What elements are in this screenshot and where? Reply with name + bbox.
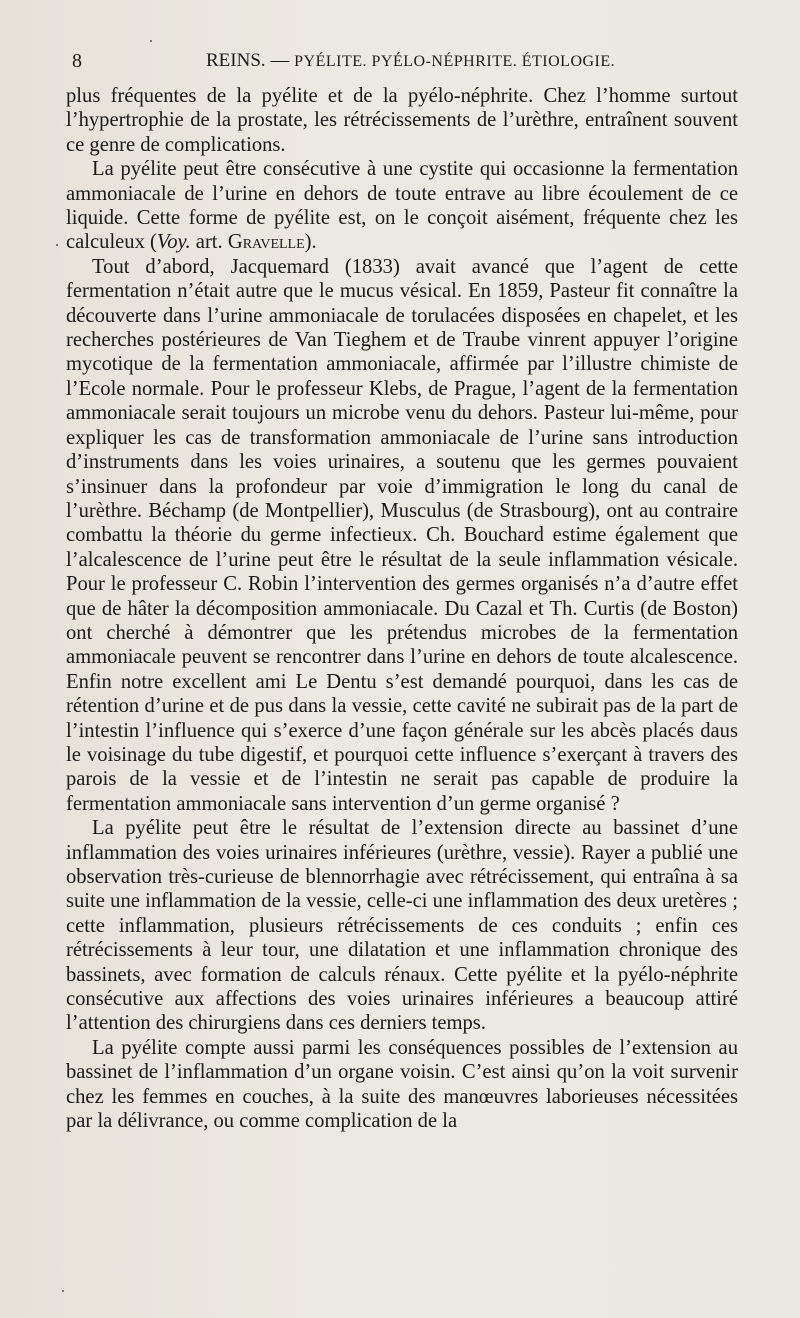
body-text xyxy=(66,84,738,1133)
running-head-dash: — xyxy=(270,50,290,71)
paragraph-extension-directe: La pyélite peut être le résultat de l’extension directe au bassinet d’une inflammation des voies urinaires inférieures (urèthre, vessie). Rayer a publié une observation très-curieuse de blennorrhagie avec rétrécissement, qui entraîna à sa suite une inflammation de la vessie, celle-ci une inflammation des deux uretères ; cette inflammation, plusieurs rétrécissements de ces conduits ; enfin ces rétrécissements à leur tour, une dilatation et une inflammation chronique des bassinets, avec formation de calculs rénaux. Cette pyélite et la pyélo-néphrite consécutive aux affections des voies urinaires inférieures a beaucoup attiré l’attention des chirurgiens dans ces derniers temps. xyxy=(66,817,738,1035)
print-speck xyxy=(56,244,58,246)
cross-reference-art: art. xyxy=(190,231,228,254)
running-head xyxy=(206,46,615,77)
page-number: 8 xyxy=(72,50,82,72)
paragraph-continuation: plus fréquentes de la pyélite et de la pyélo-néphrite. Chez l’homme surtout l’hypertrophie de la prostate, les rétrécissements de l’urèthre, entraînent souvent ce genre de complications. xyxy=(66,85,738,156)
cross-reference-voy: Voy. xyxy=(156,231,191,254)
print-speck xyxy=(150,40,152,42)
paragraph-fermentation-history: Tout d’abord, Jacquemard (1833) avait avancé que l’agent de cette fermentation n’était autre que le mucus vésical. En 1859, Pasteur fit connaître la découverte dans l’urine ammoniacale de torulacées disposées en chapelet, et les recherches postérieures de Van Tieghem et de Traube vinrent appuyer l’origine mycotique de la fermentation ammoniacale, affirmée par l’illustre chimiste de l’Ecole normale. Pour le professeur Klebs, de Prague, l’agent de la fermentation ammoniacale serait toujours un microbe venu du dehors. Pasteur lui-même, pour expliquer les cas de transformation ammoniacale de l’urine sans introduction d’instruments dans les voies urinaires, a soutenu que les germes pouvaient s’insinuer dans la profondeur par voie d’immigration le long du canal de l’urèthre. Béchamp (de Montpellier), Musculus (de Strasbourg), ont au contraire combattu la théorie du germe infectieux. Ch. Bouchard estime également que l’alcalescence de l’urine peut être le résultat de la seule inflammation vésicale. Pour le professeur C. Robin l’intervention des germes organisés n’a d’autre effet que de hâter la décomposition ammoniacale. Du Cazal et Th. Curtis (de Boston) ont cherché à démontrer que les prétendus microbes de la fermentation ammoniacale peuvent se rencontrer dans l’urine en dehors de toute alcalescence. Enfin notre excellent ami Le Dentu s’est demandé pourquoi, dans les cas de rétention d’urine et de pus dans la vessie, cette cavité ne subirait pas de la part de l’intestin l’influence qui s’exerce d’une façon générale sur les abcès placés daus le voisinage du tube digestif, et pourquoi cette influence s’exerçant à travers des parois de la vessie et de l’intestin ne serait pas capable de produire la fermentation ammoniacale sans intervention d’un germe organisé ? xyxy=(66,255,738,815)
page-header xyxy=(66,46,740,78)
running-head-subtitle: PYÉLITE. PYÉLO-NÉPHRITE. ÉTIOLOGIE. xyxy=(294,53,616,70)
running-head-title: REINS. xyxy=(206,50,266,71)
paragraph-cystite-text: La pyélite peut être consécutive à une cystite qui occasionne la fermentation ammoniacale de l’urine en dehors de toute entrave au libre écoulement de ce liquide. Cette forme de pyélite est, on le conçoit aisément, fréquente chez les calculeux ( xyxy=(66,158,738,254)
print-speck xyxy=(62,1290,64,1292)
paragraph-organe-voisin: La pyélite compte aussi parmi les conséquences possibles de l’extension au bassinet de l’inflammation d’un organe voisin. C’est ainsi qu’on la voit survenir chez les femmes en couches, à la suite des manœuvres laborieuses nécessitées par la délivrance, ou comme complication de la xyxy=(66,1036,738,1133)
paragraph-cystite xyxy=(66,157,738,255)
cross-reference-gravelle: Gravelle xyxy=(227,231,305,254)
cross-reference-end: ). xyxy=(304,231,317,254)
